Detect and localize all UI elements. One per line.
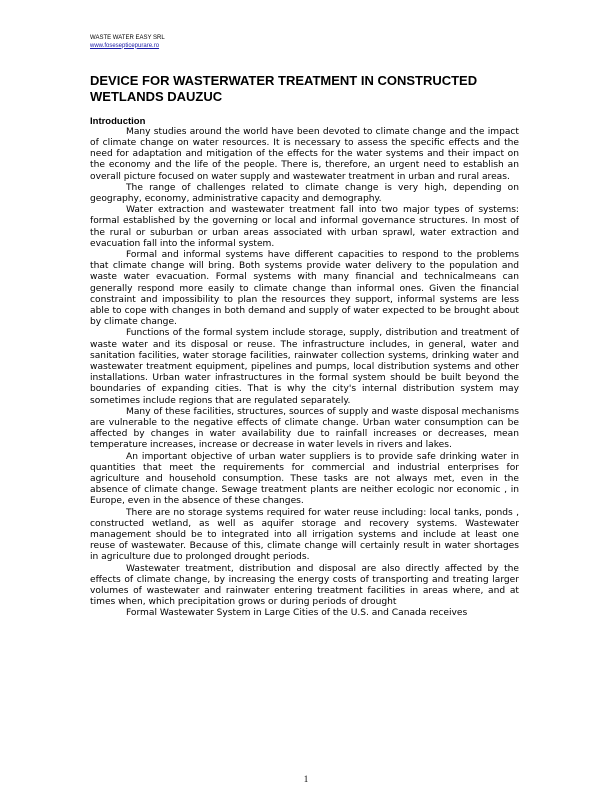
website-link[interactable]: www.fosesepticepurare.ro: [90, 42, 160, 49]
document-body: [90, 116, 519, 620]
paragraph: Water extraction and wastewater treatment fall into two major types of systems: formal established by the governing or local and informal governance structures. In most of the rural or suburban or urban areas associated with urban sprawl, water extraction and evacuation fall into the informal system.: [90, 205, 519, 249]
paragraph: Formal and informal systems have different capacities to respond to the problems that climate change will bring. Both systems provide water delivery to the population and waste water evacuation. Formal systems with many financial and technicalmeans can generally respond more easily to climate change than informal ones. Given the financial constraint and impossibility to plan the resources they support, informal systems are less able to cope with changes in both demand and supply of water expected to be brought about by climate change.: [90, 249, 519, 328]
page-header: [90, 35, 530, 50]
paragraph: Many studies around the world have been devoted to climate change and the impact of climate change on water resources. It is necessary to assess the specific effects and the need for adaptation and mitigation of the effects for the water systems and their impact on the economy and the life of the people. There is, therefore, an urgent need to establish an overall picture focused on water supply and wastewater treatment in urban and rural areas.: [90, 126, 519, 182]
paragraph: Wastewater treatment, distribution and disposal are also directly affected by the effects of climate change, by increasing the energy costs of transporting and treating larger volumes of wastewater and rainwater entering treatment facilities in areas where, and at times when, which precipitation grows or during periods of drought: [90, 563, 519, 608]
page-number: 1: [303, 774, 309, 784]
document-title: DEVICE FOR WASTERWATER TREATMENT IN CONSTRUCTED WETLANDS DAUZUC: [90, 73, 478, 104]
company-name: WASTE WATER EASY SRL: [90, 35, 165, 41]
paragraph: Functions of the formal system include storage, supply, distribution and treatment of waste water and its disposal or reuse. The infrastructure includes, in general, water and sanitation facilities, water storage facilities, rainwater collection systems, drinking water and wastewater treatment equipment, pipelines and pumps, local distribution systems and other installations. Urban water infrastructures in the formal system should be built beyond the boundaries of expanding cities. That is why the city's internal distribution system may sometimes include regions that are regulated separately.: [90, 328, 519, 406]
paragraph: Formal Wastewater System in Large Cities of the U.S. and Canada receives: [126, 608, 468, 619]
section-heading: Introduction: [90, 115, 146, 127]
paragraph: The range of challenges related to climate change is very high, depending on geography, economy, administrative capacity and demography.: [90, 182, 519, 204]
paragraph: Many of these facilities, structures, sources of supply and waste disposal mechanisms are vulnerable to the negative effects of climate change. Urban water consumption can be affected by changes in water availability due to rainfall increases or decreases, mean temperature increases, increase or decrease in water levels in rivers and lakes.: [90, 406, 519, 451]
paragraph: There are no storage systems required for water reuse including: local tanks, ponds , constructed wetland, as well as aquifer storage and recovery systems. Wastewater management should be to integrated into all irrigation systems and include at least one reuse of wastewater. Because of this, climate change will certainly result in water shortages in agriculture due to prolonged drought periods.: [90, 507, 519, 563]
paragraph: An important objective of urban water suppliers is to provide safe drinking water in quantities that meet the requirements for commercial and industrial enterprises for agriculture and household consumption. These tasks are not always met, even in the absence of climate change. Sewage treatment plants are neither ecologic nor economic , in Europe, even in the absence of these changes.: [90, 451, 519, 507]
